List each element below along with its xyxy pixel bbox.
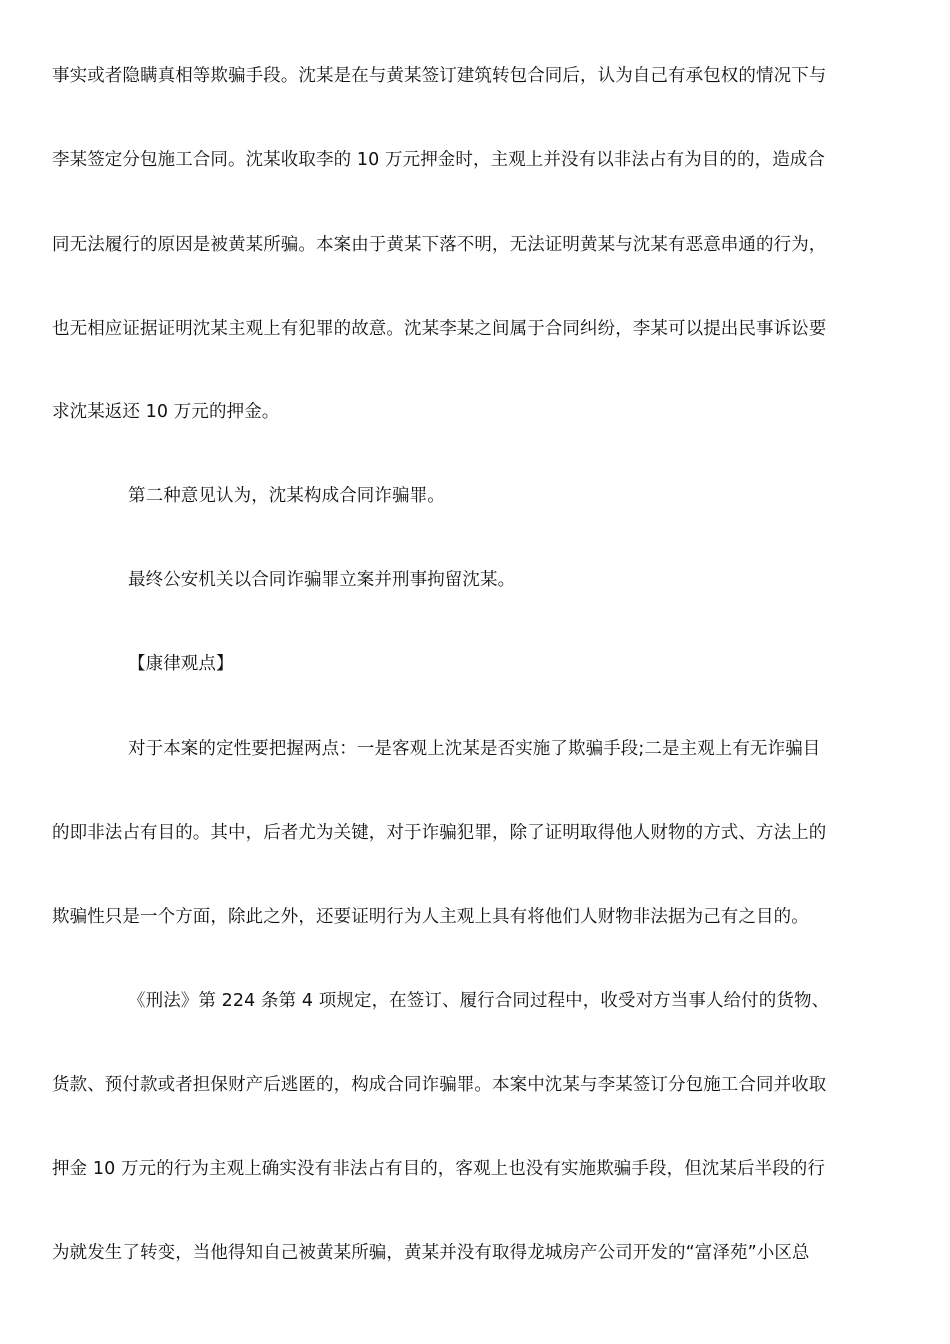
section-heading: 【康律观点】 bbox=[128, 654, 234, 674]
text-line: 货款、预付款或者担保财产后逃匿的，构成合同诈骗罪。本案中沈某与李某签订分包施工合同并收取 bbox=[52, 1075, 827, 1095]
text-line: 求沈某返还 10 万元的押金。 bbox=[52, 402, 280, 422]
paragraph-line: 《刑法》第 224 条第 4 项规定，在签订、履行合同过程中，收受对方当事人给付的货物、 bbox=[128, 991, 830, 1011]
text-line: 李某签定分包施工合同。沈某收取李的 10 万元押金时，主观上并没有以非法占有为目的的，造成合 bbox=[52, 150, 825, 170]
paragraph-line: 第二种意见认为，沈某构成合同诈骗罪。 bbox=[128, 486, 445, 506]
text-line: 的即非法占有目的。其中，后者尤为关键，对于诈骗犯罪，除了证明取得他人财物的方式、方法上的 bbox=[52, 823, 827, 843]
text-line: 欺骗性只是一个方面，除此之外，还要证明行为人主观上具有将他们人财物非法据为己有之目的。 bbox=[52, 907, 809, 927]
text-line: 同无法履行的原因是被黄某所骗。本案由于黄某下落不明，无法证明黄某与沈某有恶意串通的行为， bbox=[52, 235, 827, 255]
paragraph-line: 对于本案的定性要把握两点：一是客观上沈某是否实施了欺骗手段;二是主观上有无诈骗目 bbox=[128, 739, 821, 759]
text-line: 押金 10 万元的行为主观上确实没有非法占有目的，客观上也没有实施欺骗手段，但沈某后半段的行 bbox=[52, 1159, 825, 1179]
text-line: 事实或者隐瞒真相等欺骗手段。沈某是在与黄某签订建筑转包合同后，认为自己有承包权的情况下与 bbox=[52, 66, 827, 86]
text-line: 也无相应证据证明沈某主观上有犯罪的故意。沈某李某之间属于合同纠纷，李某可以提出民事诉讼要 bbox=[52, 319, 827, 339]
text-line: 为就发生了转变，当他得知自己被黄某所骗，黄某并没有取得龙城房产公司开发的“富泽苑”小区总 bbox=[52, 1243, 810, 1263]
paragraph-line: 最终公安机关以合同诈骗罪立案并刑事拘留沈某。 bbox=[128, 570, 516, 590]
